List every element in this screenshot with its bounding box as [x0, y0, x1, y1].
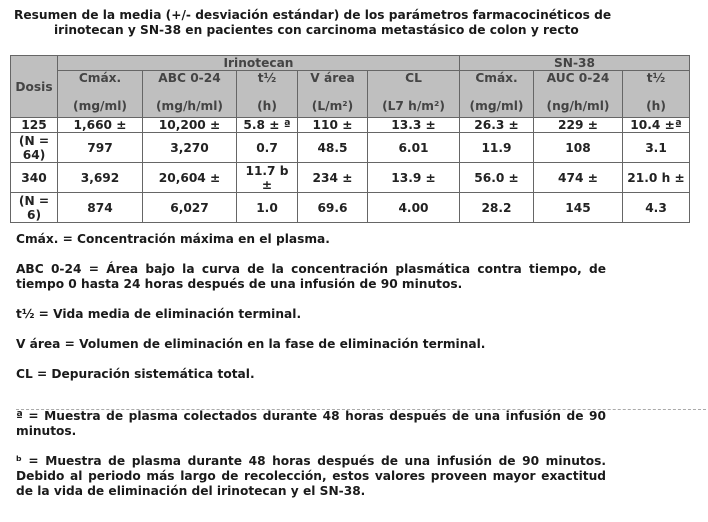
- table-row: [11, 133, 690, 163]
- table-cell: 26.3 ±: [460, 118, 534, 133]
- column-header: [623, 71, 690, 118]
- table-cell: (N = 6): [11, 193, 58, 223]
- group-header-irinotecan: Irinotecan: [58, 56, 460, 71]
- table-cell: 5.8 ± ª: [237, 118, 298, 133]
- column-header-unit: (mg/ml): [469, 99, 524, 113]
- table-cell: 69.6: [298, 193, 368, 223]
- group-header-row: [11, 56, 690, 71]
- column-header: [368, 71, 460, 118]
- table-cell: 110 ±: [298, 118, 368, 133]
- column-header-unit: (L/m²): [311, 99, 354, 113]
- column-header-name: AUC 0-24: [546, 71, 610, 85]
- table-cell: 13.9 ±: [368, 163, 460, 193]
- notes-section: [16, 232, 606, 499]
- footnote-b: ᵇ = Muestra de plasma durante 48 horas después de una infusión de 90 minutos. Debido al periodo más largo de recolección, estos valores proveen mayor exactitud de la vida de eliminación del irinotecan y el SN-38.: [16, 454, 606, 498]
- table-cell: 1,660 ±: [58, 118, 143, 133]
- table-cell: 4.00: [368, 193, 460, 223]
- footnote-a: ª = Muestra de plasma colectados durante 48 horas después de una infusión de 90 minutos.: [16, 409, 606, 438]
- group-header-sn38: SN-38: [460, 56, 690, 71]
- dosis-header: Dosis: [11, 56, 58, 118]
- table-cell: 474 ±: [534, 163, 623, 193]
- table-cell: 874: [58, 193, 143, 223]
- table-cell: 56.0 ±: [460, 163, 534, 193]
- note-varea: V área = Volumen de eliminación en la fase de eliminación terminal.: [16, 337, 486, 351]
- column-header: [460, 71, 534, 118]
- table-cell: 6,027: [143, 193, 237, 223]
- column-header-unit: (h): [257, 99, 277, 113]
- table-row: [11, 193, 690, 223]
- table-cell: 10.4 ±ª: [623, 118, 690, 133]
- title-line-2: irinotecan y SN-38 en pacientes con carcinoma metastásico de colon y recto: [54, 23, 579, 37]
- column-header-unit: (mg/h/ml): [155, 99, 224, 113]
- table-cell: 3,692: [58, 163, 143, 193]
- table-cell: 4.3: [623, 193, 690, 223]
- table-cell: 11.9: [460, 133, 534, 163]
- note-cl: CL = Depuración sistemática total.: [16, 367, 255, 381]
- note-abc: ABC 0-24 = Área bajo la curva de la concentración plasmática contra tiempo, de tiempo 0 hasta 24 horas después de una infusión de 90 minutos.: [16, 262, 606, 291]
- note-thalf: t½ = Vida media de eliminación terminal.: [16, 307, 302, 321]
- pharmacokinetics-table: [10, 55, 690, 223]
- table-cell: 145: [534, 193, 623, 223]
- table-cell: 125: [11, 118, 58, 133]
- column-header: [534, 71, 623, 118]
- table-cell: 229 ±: [534, 118, 623, 133]
- table-cell: 0.7: [237, 133, 298, 163]
- table-cell: (N = 64): [11, 133, 58, 163]
- column-header: [298, 71, 368, 118]
- column-header-row: [11, 71, 690, 118]
- table-cell: 10,200 ±: [143, 118, 237, 133]
- table-row: [11, 163, 690, 193]
- table-cell: 234 ±: [298, 163, 368, 193]
- table-cell: 797: [58, 133, 143, 163]
- column-header-unit: (L7 h/m²): [382, 99, 445, 113]
- table-cell: 6.01: [368, 133, 460, 163]
- table-cell: 13.3 ±: [368, 118, 460, 133]
- column-header-name: V área: [310, 71, 355, 85]
- table-cell: 3.1: [623, 133, 690, 163]
- table-cell: 20,604 ±: [143, 163, 237, 193]
- column-header: [237, 71, 298, 118]
- table-cell: 28.2: [460, 193, 534, 223]
- table-cell: 48.5: [298, 133, 368, 163]
- note-cmax: Cmáx. = Concentración máxima en el plasma.: [16, 232, 330, 246]
- footnote-divider: [16, 409, 706, 410]
- column-header-name: Cmáx.: [78, 71, 122, 85]
- table-cell: 11.7 b ±: [237, 163, 298, 193]
- column-header-unit: (h): [646, 99, 666, 113]
- title-line-1: Resumen de la media (+/- desviación estándar) de los parámetros farmacocinéticos de: [14, 8, 612, 22]
- table-cell: 340: [11, 163, 58, 193]
- table-cell: 1.0: [237, 193, 298, 223]
- column-header-name: CL: [405, 71, 422, 85]
- column-header-unit: (mg/ml): [73, 99, 127, 113]
- column-header-name: ABC 0-24: [158, 71, 221, 85]
- document-title: [14, 8, 654, 38]
- table-cell: 21.0 h ±: [623, 163, 690, 193]
- column-header-name: t½: [646, 71, 666, 85]
- table-cell: 108: [534, 133, 623, 163]
- column-header: [58, 71, 143, 118]
- column-header: [143, 71, 237, 118]
- column-header-name: Cmáx.: [475, 71, 518, 85]
- column-header-unit: (ng/h/ml): [546, 99, 610, 113]
- table-row: [11, 118, 690, 133]
- table-cell: 3,270: [143, 133, 237, 163]
- column-header-name: t½: [257, 71, 277, 85]
